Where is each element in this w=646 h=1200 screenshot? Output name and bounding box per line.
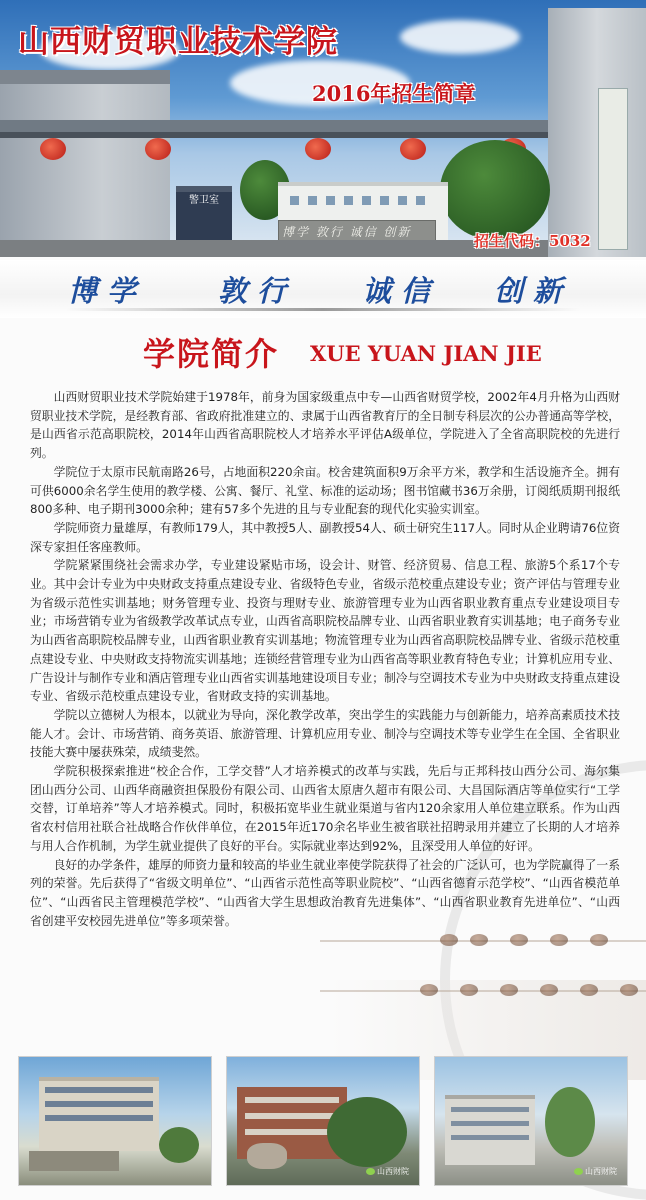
motto-word-4: 创新 xyxy=(494,274,573,308)
campus-photo-3 xyxy=(434,1056,628,1186)
paragraph: 学院师资力量雄厚，有教师179人，其中教授5人、副教授54人、硕士研究生117人。同时从企业聘请76位资深专家担任客座教师。 xyxy=(30,520,620,554)
paragraph: 学院紧紧围绕社会需求办学，专业建设紧贴市场，设会计、财管、经济贸易、信息工程、旅游5个系17个专业。其中会计专业为中央财政支持重点建设专业、省级特色专业，省级示范校重点建设专业；资产评估与管理专业为省级示范性实训基地；财务管理专业、投资与理财专业、旅游管理专业为山西省职业教育重点专业建设项目专业；市场营销专业为省级教学改革试点专业，山西省高职院校品牌专业、山西省职业教育实训基地；电子商务专业为山西省高职院校品牌专业，山西省职业教育实训基地；物流管理专业为山西省高职院校品牌专业、省级示范校重点建设专业、中央财政支持物流实训基地；连锁经营管理专业为山西省高等职业教育特色专业；计算机应用专业、广告设计与制作专业和酒店管理专业山西省实训基地建设项目专业；制冷与空调技术专业为中央财政支持重点建设专业、省级示范校重点建设专业，省财政支持的实训基地。 xyxy=(30,558,620,704)
motto-wall-text: 博学 敦行 诚信 创新 xyxy=(282,225,412,239)
paragraph: 学院位于太原市民航南路26号，占地面积220余亩。校舍建筑面积9万余平方米，教学和生活设施齐全。拥有可供6000余名学生使用的教学楼、公寓、餐厅、礼堂、标准的运动场；图书馆藏书36万余册，订阅纸质期刊报纸800多种、电子期刊3000余种；建有57多个先进的且与专业配套的现代化实验实训室。 xyxy=(30,464,620,517)
header-banner xyxy=(0,0,646,257)
section-title-pinyin: XUE YUAN JIAN JIE xyxy=(310,341,542,366)
gate-canopy xyxy=(0,120,548,132)
wechat-icon xyxy=(366,1168,375,1175)
motto-word-2: 敦行 xyxy=(218,274,297,308)
gate-pillar-left xyxy=(0,70,170,257)
red-lantern xyxy=(305,138,331,160)
cloud xyxy=(400,20,520,54)
campus-photo-2 xyxy=(226,1056,420,1186)
tree xyxy=(440,140,550,240)
gate-pillar-right xyxy=(548,8,646,257)
enrollment-code: 招生代码：5032 xyxy=(474,232,591,250)
section-title: 学院简介 xyxy=(143,335,280,373)
paragraph: 学院积极探索推进“校企合作，工学交替”人才培养模式的改革与实践，先后与正邦科技山西分公司、海尔集团山西分公司、山西华商融资担保股份有限公司、山西省太原唐久超市有限公司、大昌国际酒店等单位实行“工学交替，订单培养”等人才培养模式。同时，积极拓宽毕业生就业渠道与省内120余家用人单位建立联系。作为山西省农村信用社联合社战略合作伙伴单位，在2015年近170余名毕业生被省联社招聘录用并建立了长期的人才培养与用人合作机制，为学生就业提供了良好的平台。实际就业率达到92%，且深受用人单位的好评。 xyxy=(30,764,620,853)
paragraph: 山西财贸职业技术学院始建于1978年，前身为国家级重点中专—山西省财贸学校，2002年4月升格为山西财贸职业技术学院，是经教育部、省政府批准建立的、隶属于山西省教育厅的全日制专科层次的公办普通高等学校，是山西省示范高职院校，2014年山西省高职院校人才培养水平评估A级单位，学院进入了全省高职院校的先进行列。 xyxy=(30,390,620,461)
red-lantern xyxy=(145,138,171,160)
photo-watermark: 山西财院 xyxy=(574,1166,617,1177)
ground xyxy=(0,240,548,257)
red-lantern xyxy=(400,138,426,160)
gate-canopy-edge xyxy=(0,132,548,138)
red-lantern xyxy=(40,138,66,160)
name-plaque xyxy=(598,88,628,250)
school-name: 山西财贸职业技术学院 xyxy=(18,24,338,60)
campus-photo-1 xyxy=(18,1056,212,1186)
guard-booth-sign: 警卫室 xyxy=(189,195,219,206)
wechat-icon xyxy=(574,1168,583,1175)
motto-word-3: 诚信 xyxy=(362,274,441,308)
motto-underline xyxy=(66,308,580,311)
motto-word-1: 博学 xyxy=(68,274,147,308)
paragraph: 学院以立德树人为根本，以就业为导向，深化教学改革，突出学生的实践能力与创新能力，培养高素质技术技能人才。会计、市场营销、商务英语、旅游管理、计算机应用专业、制冷与空调技术等专业学生在全国、全省职业技能大赛中屡获殊荣，成绩斐然。 xyxy=(30,707,620,760)
paragraph: 良好的办学条件，雄厚的师资力量和较高的毕业生就业率使学院获得了社会的广泛认可，也为学院赢得了一系列的荣誉。先后获得了“省级文明单位”、“山西省示范性高等职业院校”、“山西省德育示范学校”、“山西省模范单位”、“山西省民主管理模范学校”、“山西省大学生思想政治教育先进集体”、“山西省职业教育先进单位”、“山西省创建平安校园先进单位”等多项荣誉。 xyxy=(30,857,620,928)
photo-watermark: 山西财院 xyxy=(366,1166,409,1177)
enrollment-title: 2016年招生简章 xyxy=(312,81,476,106)
introduction-text xyxy=(30,388,620,930)
